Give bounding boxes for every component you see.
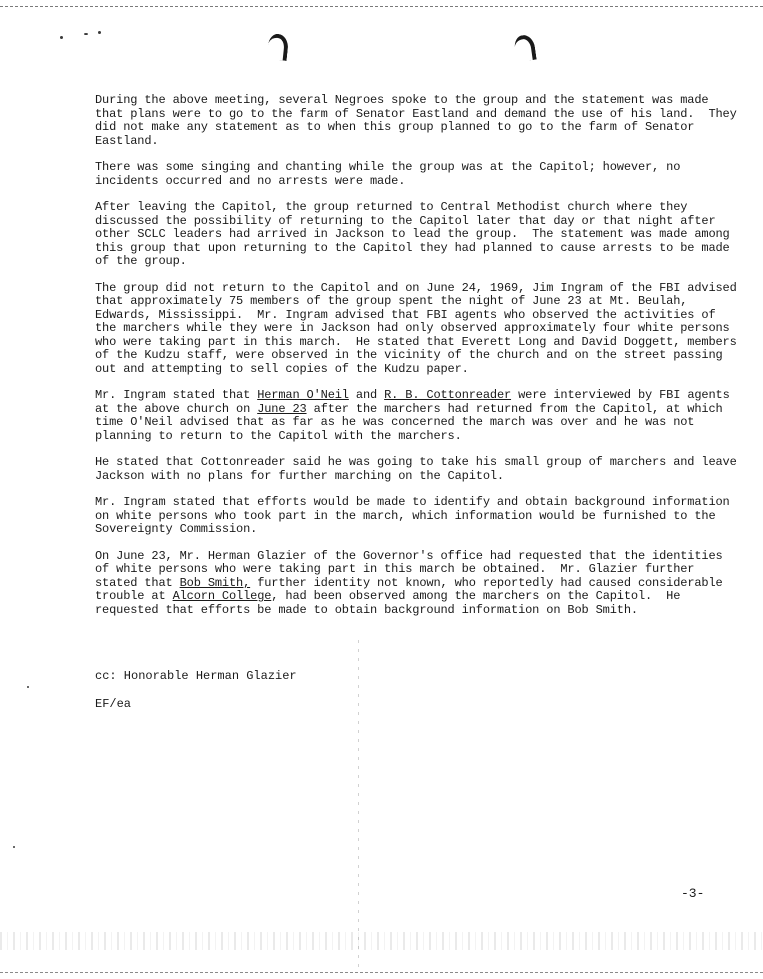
text-span: were interviewed by FBI agents at the above church on (95, 388, 737, 416)
bottom-perforation (0, 972, 763, 975)
underlined-name-oneil: Herman O'Neil (257, 388, 349, 402)
paragraph-interview (95, 389, 743, 443)
scan-speck (27, 686, 29, 688)
paragraph-singing: There was some singing and chanting while the group was at the Capitol; however, no incidents occurred and no arrests were made. (95, 160, 688, 188)
text-span: On June 23, Mr. Herman Glazier of the Governor's office had requested that the identities of white persons who were taking part in this march be obtained. Mr. Glazier further stated that (95, 548, 730, 590)
text-span: , had been observed among the marchers on the Capitol. He requested that efforts be made to obtain background information on Bob Smith. (95, 589, 688, 617)
scan-speck (13, 846, 15, 848)
underlined-place-alcorn: Alcorn College (172, 589, 272, 603)
text-span: after the marchers had returned from the Capitol, at which time O'Neil advised that as far as he was concerned the march was over and he was not planning to return to the Capitol with the marchers. (95, 401, 730, 443)
paragraph-meeting: During the above meeting, several Negroes spoke to the group and the statement was made that plans were to go to the farm of Senator Eastland and demand the use of his land. They did not make any statement as to when this group planned to go to the farm of Senator Eastland. (95, 93, 744, 148)
text-span: further identity not known, who reportedly had caused considerable trouble at (95, 575, 730, 603)
scan-fold-line (358, 640, 359, 970)
text-span: Mr. Ingram stated that (95, 388, 258, 402)
paragraph-after-capitol: After leaving the Capitol, the group returned to Central Methodist church where they discussed the possibility of returning to the Capitol later that day or that night after other SCLC leaders had arrived in Jackson to lead the group. The statement was made among this group that upon returning to the Capitol they had planned to cause arrests to be made of the group. (95, 200, 737, 268)
underlined-name-bob-smith: Bob Smith, (179, 575, 251, 590)
paragraph-cottonreader: He stated that Cottonreader said he was going to take his small group of marchers and leave Jackson with no plans for further marching on the Capitol. (95, 455, 744, 483)
paragraph-glazier (95, 550, 743, 618)
punch-hole-mark-right (513, 34, 536, 63)
underlined-name-cottonreader: R. B. Cottonreader (384, 388, 512, 402)
underlined-date: June 23 (257, 401, 307, 416)
carbon-copy-line: cc: Honorable Herman Glazier (95, 669, 297, 683)
page-number: -3- (681, 886, 705, 901)
scan-speck (84, 33, 88, 35)
scan-speck (98, 31, 101, 34)
text-span: and (348, 388, 385, 402)
paragraph-identify: Mr. Ingram stated that efforts would be made to identify and obtain background information on white persons who took part in the march, which information would be furnished to the Sovereignty Commission. (95, 495, 737, 536)
top-perforation (0, 0, 763, 7)
letter-body (95, 94, 743, 630)
paragraph-ingram-report: The group did not return to the Capitol and on June 24, 1969, Jim Ingram of the FBI advised that approximately 75 members of the group spent the night of June 23 at Mt. Beulah, Edwards, Mississippi. Mr. Ingram advised that FBI agents who observed the activities of the marchers while they were in Jackson had only observed approximately four white persons who were taking part in this march. He stated that Everett Long and David Doggett, members of the Kudzu staff, were observed in the vicinity of the church and on the street passing out and attempting to sell copies of the Kudzu paper. (95, 280, 744, 376)
scan-speck (60, 36, 63, 39)
punch-hole-mark-left (267, 33, 290, 61)
typist-initials: EF/ea (95, 697, 132, 711)
scan-noise-band (0, 932, 763, 950)
